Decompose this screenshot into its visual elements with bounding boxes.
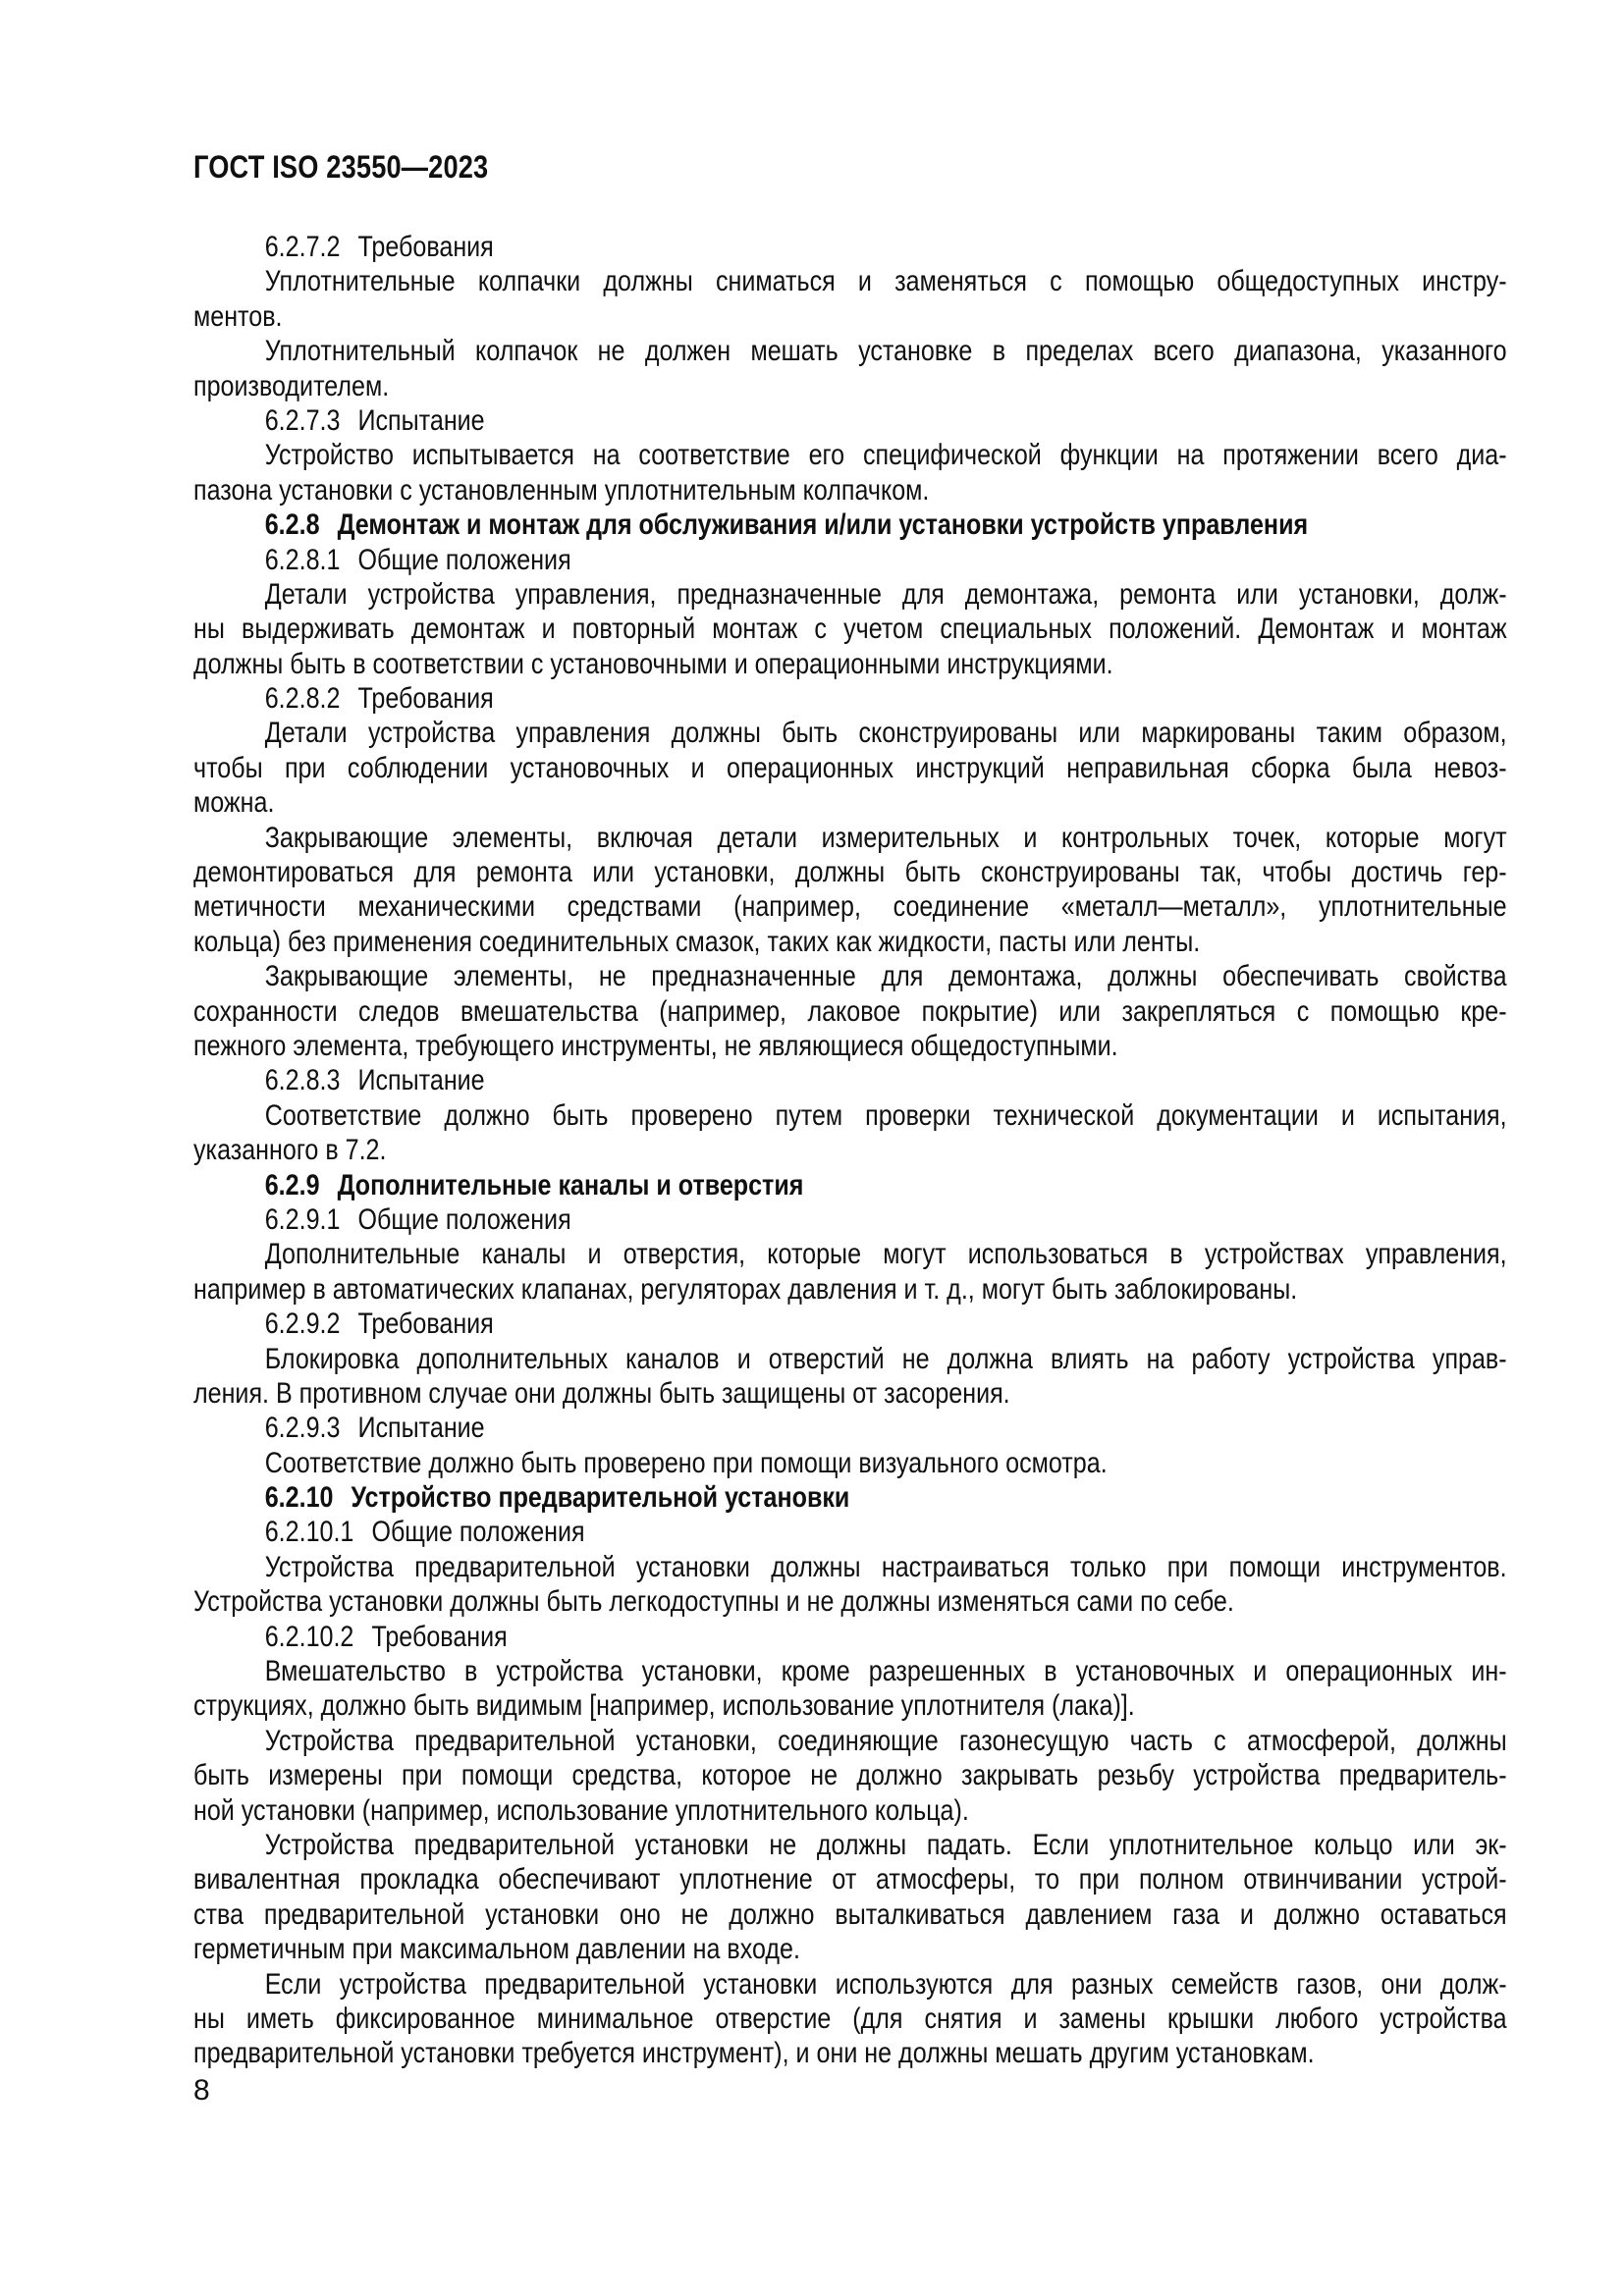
section-heading <box>193 1202 1507 1237</box>
text-line: метичности механическими средствами (например, соединение «металл—металл», уплотнительные <box>193 890 1507 924</box>
text-line: демонтироваться для ремонта или установки, должны быть сконструированы так, чтобы достичь гер- <box>193 856 1507 889</box>
text-line: Дополнительные каналы и отверстия, которые могут использоваться в устройствах управления, <box>264 1238 1507 1271</box>
text-line: Устройства предварительной установки, соединяющие газонесущую часть с атмосферой, должны <box>264 1724 1507 1757</box>
text-line: производителем. <box>193 369 390 402</box>
text-line: струкциях, должно быть видимым [например, использование уплотнителя (лака)]. <box>193 1689 1135 1723</box>
section-title: Требования <box>357 682 494 716</box>
section-title: Общие положения <box>371 1516 585 1549</box>
section-title: Общие положения <box>357 1202 571 1236</box>
text-line: Вмешательство в устройства установки, кроме разрешенных в установочных и операционных ин- <box>264 1655 1507 1688</box>
text-line: Закрывающие элементы, включая детали измерительных и контрольных точек, которые могут <box>264 821 1507 854</box>
text-line: Уплотнительный колпачок не должен мешать установке в пределах всего диапазона, указанного <box>264 335 1507 368</box>
section-heading <box>193 1515 1507 1549</box>
text-line: герметичным при максимальном давлении на входе. <box>193 1933 800 1966</box>
document-header: ГОСТ ISO 23550—2023 <box>193 149 489 185</box>
document-body <box>193 230 1507 2071</box>
section-heading <box>193 1411 1507 1445</box>
text-line: ной установки (например, использование уплотнительного кольца). <box>193 1793 969 1827</box>
text-line: Устройство испытывается на соответствие его специфической функции на протяжении всего диа- <box>264 439 1507 472</box>
text-line: предварительной установки требуется инструмент), и они не должны мешать другим установкам. <box>193 2037 1315 2070</box>
section-number: 6.2.7.3 <box>264 403 341 437</box>
section-number: 6.2.9.3 <box>264 1412 341 1445</box>
text-line: должны быть в соответствии с установочными и операционными инструкциями. <box>193 647 1113 680</box>
text-line: быть измерены при помощи средства, которое не должно закрывать резьбу устройства предваритель- <box>193 1759 1507 1792</box>
text-line: Детали устройства управления, предназначенные для демонтажа, ремонта или установки, долж- <box>264 577 1507 611</box>
text-line: ства предварительной установки оно не должно выталкиваться давлением газа и должно оставаться <box>193 1897 1507 1931</box>
section-heading <box>193 403 1507 438</box>
section-number: 6.2.7.2 <box>264 231 341 263</box>
text-line: ны выдерживать демонтаж и повторный монтаж с учетом специальных положений. Демонтаж и монтаж <box>193 613 1507 646</box>
section-title: Требования <box>357 231 494 263</box>
page-number: 8 <box>193 2074 210 2107</box>
text-line: Устройства установки должны быть легкодоступны и не должны изменяться сами по себе. <box>193 1585 1234 1619</box>
section-heading <box>193 543 1507 577</box>
section-heading <box>193 1480 1507 1515</box>
section-title: Дополнительные каналы и отверстия <box>337 1168 804 1201</box>
section-heading <box>193 1620 1507 1654</box>
text-line: пазона установки с установленным уплотнительным колпачком. <box>193 473 930 507</box>
text-line: Устройства предварительной установки должны настраиваться только при помощи инструментов. <box>264 1550 1507 1583</box>
section-number: 6.2.8 <box>264 508 320 542</box>
text-line: ления. В противном случае они должны быть защищены от засорения. <box>193 1376 1010 1410</box>
text-line: Уплотнительные колпачки должны сниматься и заменяться с помощью общедоступных инстру- <box>264 265 1507 298</box>
section-number: 6.2.9.2 <box>264 1308 341 1341</box>
section-title: Испытание <box>357 1064 485 1097</box>
section-title: Испытание <box>357 403 485 437</box>
text-line: Блокировка дополнительных каналов и отверстий не должна влиять на работу устройства управ- <box>264 1342 1507 1375</box>
section-number: 6.2.10.2 <box>264 1620 354 1653</box>
text-line: кольца) без применения соединительных смазок, таких как жидкости, пасты или ленты. <box>193 925 1201 958</box>
section-title: Общие положения <box>357 543 571 576</box>
section-heading <box>193 230 1507 264</box>
section-heading <box>193 1168 1507 1202</box>
text-line: ны иметь фиксированное минимальное отверстие (для снятия и замены крышки любого устройства <box>193 2002 1507 2035</box>
text-line: Устройства предварительной установки не должны падать. Если уплотнительное кольцо или эк- <box>264 1828 1507 1861</box>
section-number: 6.2.8.1 <box>264 543 341 576</box>
section-heading <box>193 507 1507 542</box>
section-number: 6.2.8.2 <box>264 682 341 716</box>
section-title: Демонтаж и монтаж для обслуживания и/или установки устройств управления <box>337 508 1309 542</box>
text-line: указанного в 7.2. <box>193 1134 387 1167</box>
text-line: ментов. <box>193 299 283 333</box>
text-line: можна. <box>193 786 275 820</box>
section-title: Требования <box>357 1308 494 1341</box>
text-line: Соответствие должно быть проверено путем проверки технической документации и испытания, <box>264 1098 1507 1132</box>
text-line: сохранности следов вмешательства (например, лаковое покрытие) или закрепляться с помощью кре- <box>193 994 1507 1028</box>
section-title: Испытание <box>357 1412 485 1445</box>
section-heading <box>193 1307 1507 1341</box>
text-line: вивалентная прокладка обеспечивают уплотнение от атмосферы, то при полном отвинчивании устрой- <box>193 1863 1507 1896</box>
section-heading <box>193 681 1507 716</box>
section-title: Требования <box>371 1620 508 1653</box>
text-line: например в автоматических клапанах, регуляторах давления и т. д., могут быть заблокированы. <box>193 1272 1298 1306</box>
section-heading <box>193 1063 1507 1097</box>
section-number: 6.2.10.1 <box>264 1516 354 1549</box>
text-line: Детали устройства управления должны быть сконструированы или маркированы таким образом, <box>264 717 1507 750</box>
section-number: 6.2.9.1 <box>264 1202 341 1236</box>
text-line: Соответствие должно быть проверено при помощи визуального осмотра. <box>264 1446 1108 1479</box>
section-title: Устройство предварительной установки <box>351 1481 850 1515</box>
section-number: 6.2.8.3 <box>264 1064 341 1097</box>
text-line: пежного элемента, требующего инструменты, не являющиеся общедоступными. <box>193 1029 1118 1062</box>
text-line: чтобы при соблюдении установочных и операционных инструкций неправильная сборка была невоз- <box>193 751 1507 784</box>
section-number: 6.2.10 <box>264 1481 334 1515</box>
text-line: Если устройства предварительной установки используются для разных семейств газов, они долж- <box>264 1967 1507 2001</box>
text-line: Закрывающие элементы, не предназначенные для демонтажа, должны обеспечивать свойства <box>264 960 1507 993</box>
section-number: 6.2.9 <box>264 1168 320 1201</box>
